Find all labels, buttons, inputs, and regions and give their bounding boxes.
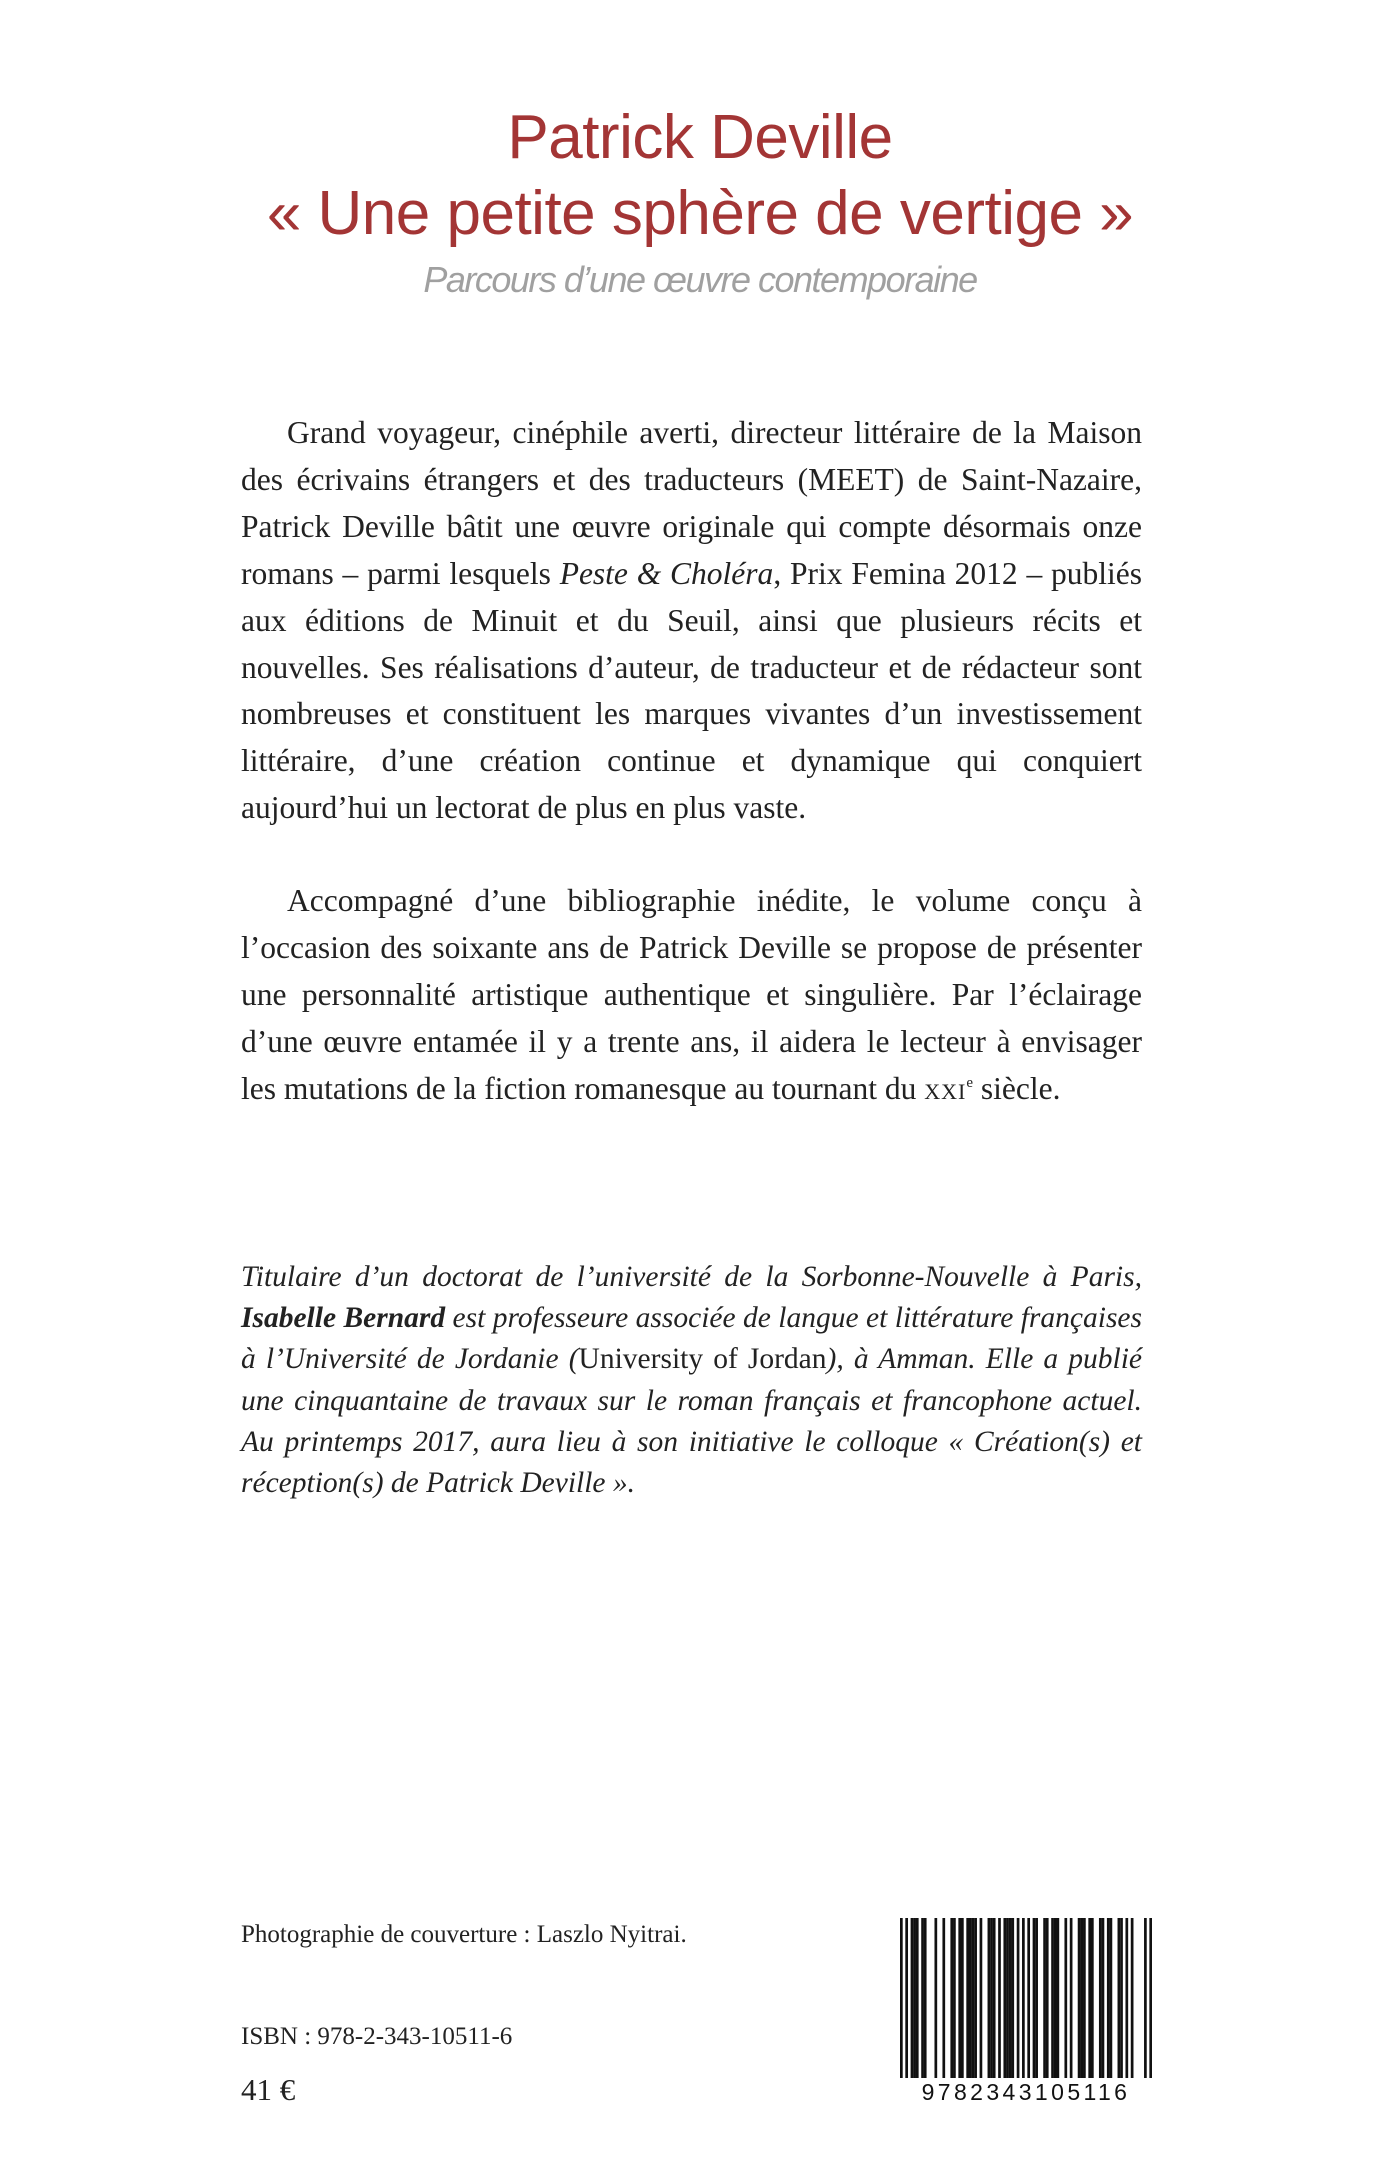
isbn-label: ISBN : 978-2-343-10511-6: [241, 2023, 513, 2050]
barcode-bar: [1054, 1918, 1057, 2086]
barcode-bar: [934, 1918, 937, 2086]
barcode-bar: [913, 1918, 916, 2086]
barcode-bar: [1027, 1918, 1030, 2086]
bio-text-c: ), à Amman. Elle a publié une cinquantaine de travaux sur le roman français et francophone actuel. Au printemps 2017, aura lieu à son initiative le colloque « Création(s) et réception(s) de Patrick Deville ».: [241, 1343, 1142, 1500]
barcode-bar: [924, 1918, 927, 2086]
barcode-bar: [972, 1918, 975, 2086]
barcode-bar: [1131, 1918, 1134, 2086]
barcode-bar: [1051, 1918, 1054, 2086]
blurb-paragraph-2: [241, 878, 1142, 1113]
barcode-bar: [974, 1918, 977, 2086]
barcode-bar: [911, 1918, 914, 2086]
bio-university-english: University of Jordan: [578, 1343, 827, 1376]
barcode-bar: [1120, 1918, 1123, 2086]
barcode-bar: [966, 1918, 969, 2086]
barcode-bar: [1009, 1918, 1012, 2086]
barcode-bar: [969, 1918, 972, 2086]
century-numeral: xxi: [924, 1070, 967, 1106]
barcode-bar: [1110, 1918, 1113, 2086]
barcode-bar: [1043, 1918, 1046, 2086]
barcode-bar: [1083, 1918, 1086, 2086]
barcode-digits: 9782343105116: [900, 2078, 1152, 2106]
barcode-bar: [1064, 1918, 1067, 2086]
barcode-bar: [961, 1918, 964, 2086]
barcode-bar: [988, 1918, 991, 2086]
barcode-bar: [1078, 1918, 1081, 2086]
barcode-bar: [1149, 1918, 1152, 2086]
barcode-bar: [1080, 1918, 1083, 2086]
barcode-bar: [942, 1918, 945, 2086]
blurb-paragraph-1: [241, 410, 1142, 832]
barcode-bar: [1107, 1918, 1110, 2086]
barcode-bar: [1125, 1918, 1128, 2086]
barcode-bar: [1017, 1918, 1020, 2086]
barcode-bar: [1035, 1918, 1038, 2086]
barcode-bar: [1022, 1918, 1025, 2086]
book-reference: Peste & Choléra: [559, 555, 774, 591]
book-subtitle: Parcours d’une œuvre contemporaine: [423, 259, 977, 300]
blurb-p2-text-b: siècle.: [972, 1070, 1061, 1106]
bio-text-a: Titulaire d’un doctorat de l’université de la Sorbonne-Nouvelle à Paris,: [241, 1261, 1142, 1293]
barcode-bar: [1118, 1918, 1121, 2086]
barcode-bar: [1006, 1918, 1009, 2086]
bio-text-b: est professeure associée de langue et littérature françaises à l’Université de Jordanie (: [241, 1302, 1143, 1376]
barcode-bar: [1003, 1918, 1006, 2086]
barcode-bar: [1057, 1918, 1060, 2086]
blurb-p2-text-a: Accompagné d’une bibliographie inédite, le volume conçu à l’occasion des soixante ans de Patrick Deville se propose de présenter une personnalité artistique authentique et singulière. Par l’éclairage d’une œuvre entamée il y a trente ans, il aidera le lecteur à envisager les mutations de la fiction romanesque au tournant du: [241, 883, 1142, 1106]
barcode: [900, 1918, 1152, 2118]
photo-credit: Photographie de couverture : Laszlo Nyitrai.: [241, 1921, 687, 1948]
barcode-bar: [980, 1918, 983, 2086]
barcode-bar: [1046, 1918, 1049, 2086]
barcode-bar: [1102, 1918, 1105, 2086]
cover-header: [0, 100, 1400, 302]
century-superscript: e: [966, 1074, 973, 1091]
barcode-bar: [998, 1918, 1001, 2086]
barcode-bar: [1144, 1918, 1147, 2086]
barcode-bar: [916, 1918, 919, 2086]
barcode-bar: [905, 1918, 908, 2086]
barcode-bar: [953, 1918, 956, 2086]
blurb: [241, 410, 1142, 1113]
barcode-bars: [900, 1918, 1152, 2086]
barcode-bar: [1088, 1918, 1091, 2086]
barcode-bar: [921, 1918, 924, 2086]
barcode-bar: [1099, 1918, 1102, 2086]
barcode-bar: [950, 1918, 953, 2086]
blurb-p1-text-a: Grand voyageur, cinéphile averti, directeur littéraire de la Maison des écrivains étrangers et des traducteurs (MEET) de Saint-Nazaire, Patrick Deville bâtit une œuvre originale qui compte désormais onze romans – parmi lesquels: [241, 415, 1142, 591]
book-title-author: Patrick Deville: [507, 103, 893, 172]
barcode-bar: [958, 1918, 961, 2086]
barcode-bar: [1033, 1918, 1036, 2086]
blurb-p1-text-b: , Prix Femina 2012 – publiés aux éditions de Minuit et du Seuil, ainsi que plusieurs récits et nouvelles. Ses réalisations d’auteur, de traducteur et de rédacteur sont nombreuses et constituent les marques vivantes d’un investissement littéraire, d’une création continue et dynamique qui conquiert aujourd’hui un lectorat de plus en plus vaste.: [241, 555, 1142, 826]
bio-author-name: Isabelle Bernard: [241, 1302, 446, 1335]
book-title-main: « Une petite sphère de vertige »: [266, 179, 1134, 248]
barcode-bar: [990, 1918, 993, 2086]
price-label: 41 €: [241, 2072, 296, 2107]
barcode-bar: [1070, 1918, 1073, 2086]
author-bio: [241, 1257, 1142, 1504]
barcode-bar: [1011, 1918, 1014, 2086]
barcode-bar: [900, 1918, 903, 2086]
barcode-bar: [1091, 1918, 1094, 2086]
barcode-bar: [993, 1918, 996, 2086]
